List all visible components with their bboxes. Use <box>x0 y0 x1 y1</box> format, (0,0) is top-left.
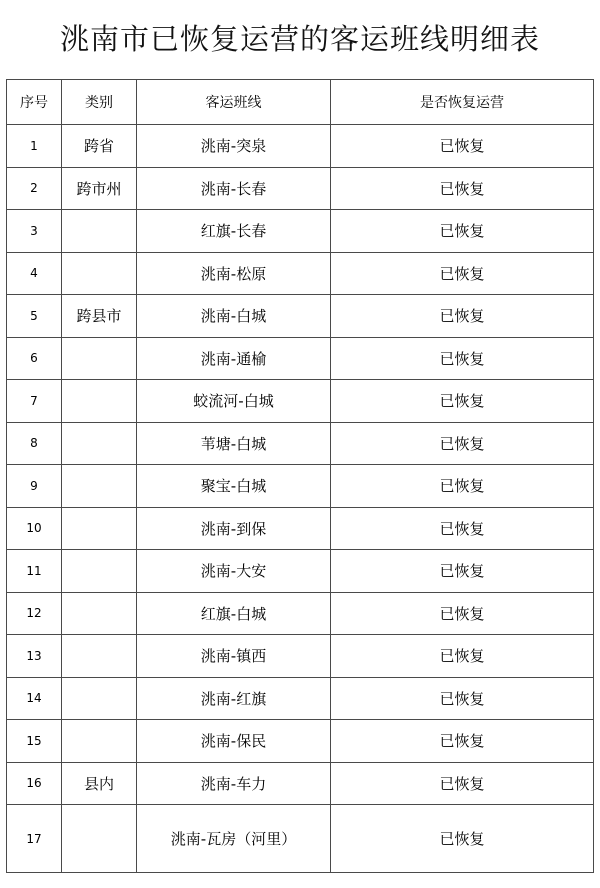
table-row <box>7 422 594 465</box>
page-title: 洮南市已恢复运营的客运班线明细表 <box>59 22 540 56</box>
row-index: 9 <box>7 465 62 508</box>
row-category <box>62 252 137 295</box>
row-route: 洮南-通榆 <box>137 337 331 380</box>
row-status: 已恢复 <box>331 210 594 253</box>
row-route: 洮南-长春 <box>137 167 331 210</box>
row-category <box>62 337 137 380</box>
header-status: 是否恢复运营 <box>331 80 594 125</box>
table-row <box>7 337 594 380</box>
table-row <box>7 720 594 763</box>
row-route: 洮南-镇西 <box>137 635 331 678</box>
row-index: 16 <box>7 762 62 805</box>
table-row <box>7 550 594 593</box>
row-category <box>62 210 137 253</box>
table-row <box>7 465 594 508</box>
table-row <box>7 635 594 678</box>
row-status: 已恢复 <box>331 805 594 873</box>
row-category <box>62 805 137 873</box>
row-route: 洮南-瓦房（河里） <box>137 805 331 873</box>
row-status: 已恢复 <box>331 252 594 295</box>
table-row <box>7 167 594 210</box>
header-route: 客运班线 <box>137 80 331 125</box>
row-category: 跨县市 <box>62 295 137 338</box>
row-route: 蛟流河-白城 <box>137 380 331 423</box>
row-category <box>62 380 137 423</box>
row-status: 已恢复 <box>331 550 594 593</box>
row-route: 洮南-到保 <box>137 507 331 550</box>
table-row <box>7 380 594 423</box>
row-status: 已恢复 <box>331 125 594 168</box>
table-row <box>7 762 594 805</box>
row-status: 已恢复 <box>331 762 594 805</box>
table-header-row <box>7 80 594 125</box>
row-route: 红旗-长春 <box>137 210 331 253</box>
row-route: 聚宝-白城 <box>137 465 331 508</box>
table-row <box>7 507 594 550</box>
row-route: 洮南-车力 <box>137 762 331 805</box>
row-index: 13 <box>7 635 62 678</box>
row-index: 8 <box>7 422 62 465</box>
row-status: 已恢复 <box>331 422 594 465</box>
row-status: 已恢复 <box>331 720 594 763</box>
table-row <box>7 592 594 635</box>
row-category <box>62 677 137 720</box>
row-category <box>62 465 137 508</box>
row-route: 红旗-白城 <box>137 592 331 635</box>
table-row <box>7 805 594 873</box>
row-status: 已恢复 <box>331 295 594 338</box>
row-index: 3 <box>7 210 62 253</box>
row-route: 洮南-白城 <box>137 295 331 338</box>
row-category <box>62 422 137 465</box>
header-index: 序号 <box>7 80 62 125</box>
table-row <box>7 677 594 720</box>
row-route: 洮南-保民 <box>137 720 331 763</box>
row-category: 跨市州 <box>62 167 137 210</box>
row-index: 10 <box>7 507 62 550</box>
table-row <box>7 210 594 253</box>
row-index: 17 <box>7 805 62 873</box>
row-index: 11 <box>7 550 62 593</box>
table-row <box>7 252 594 295</box>
row-category <box>62 507 137 550</box>
row-route: 洮南-红旗 <box>137 677 331 720</box>
row-status: 已恢复 <box>331 592 594 635</box>
header-category: 类别 <box>62 80 137 125</box>
row-category: 跨省 <box>62 125 137 168</box>
route-table <box>6 79 594 873</box>
table-row <box>7 295 594 338</box>
row-category <box>62 720 137 763</box>
row-route: 洮南-大安 <box>137 550 331 593</box>
row-status: 已恢复 <box>331 677 594 720</box>
row-index: 6 <box>7 337 62 380</box>
row-index: 12 <box>7 592 62 635</box>
row-status: 已恢复 <box>331 337 594 380</box>
row-status: 已恢复 <box>331 635 594 678</box>
row-category <box>62 635 137 678</box>
row-index: 7 <box>7 380 62 423</box>
row-index: 15 <box>7 720 62 763</box>
row-category <box>62 592 137 635</box>
row-status: 已恢复 <box>331 507 594 550</box>
row-category: 县内 <box>62 762 137 805</box>
table-row <box>7 125 594 168</box>
row-status: 已恢复 <box>331 167 594 210</box>
row-index: 2 <box>7 167 62 210</box>
row-index: 4 <box>7 252 62 295</box>
row-status: 已恢复 <box>331 380 594 423</box>
row-index: 1 <box>7 125 62 168</box>
row-category <box>62 550 137 593</box>
row-route: 苇塘-白城 <box>137 422 331 465</box>
row-route: 洮南-松原 <box>137 252 331 295</box>
row-route: 洮南-突泉 <box>137 125 331 168</box>
row-index: 5 <box>7 295 62 338</box>
row-index: 14 <box>7 677 62 720</box>
row-status: 已恢复 <box>331 465 594 508</box>
